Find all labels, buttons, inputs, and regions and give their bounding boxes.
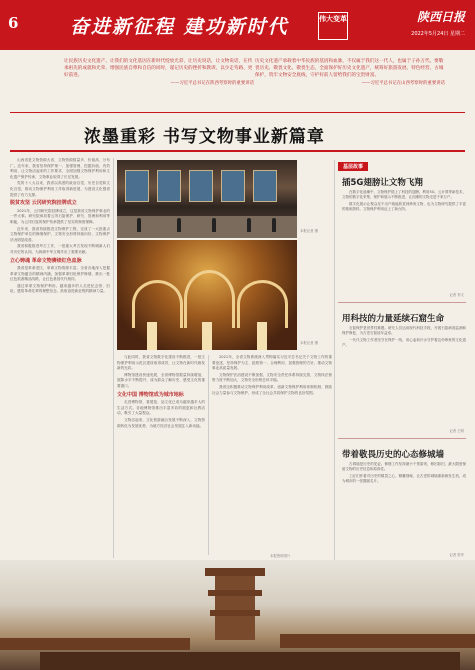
main-headline: 浓墨重彩 书写文物事业新篇章	[84, 127, 325, 147]
quote-right	[255, 58, 445, 87]
story-text	[342, 462, 466, 552]
divider	[338, 438, 466, 439]
quote-text: 让民族历史文化遗产、让我们的文化基因在新时代绽放光彩，让历史说话，让文物说话，在传承祖先的成就和光荣、增强民族自尊和自信的同时，谨记历史的挫折和教训，以少走弯路、更好前进。	[64, 59, 253, 79]
column-separator	[113, 158, 114, 558]
story-title: 用科技的力量延续石窟生命	[342, 314, 445, 324]
paragraph: 走进博物馆，看展览、品文化已成为越来越多人的生活方式。各地博物馆推出丰富多彩的展览和社教活动，吸引了大量观众。	[117, 400, 205, 416]
story-title: 带着敬畏历史的心态修城墙	[342, 450, 445, 460]
paragraph: 2021年，云冈研究院挂牌成立，这是我省文物保护事业的一件大事。研究院承担着云冈石窟保护、研究、管理和利用等职能，为云冈石窟的保护传承提供了坚实的制度保障。	[10, 208, 110, 224]
ancient-town-photo	[0, 560, 475, 670]
paragraph: 文物保护法治建设不断加强，文物安全责任体系持续完善，文物执法督察力度不断加大，文物安全形势总体平稳。	[212, 372, 332, 383]
divider	[10, 112, 465, 113]
paragraph: 通过革命文物保护利用，越来越多的人走进纪念馆、旧址，感悟革命先辈的理想信念，汲取奋进新征程的精神力量。	[10, 283, 110, 294]
paragraph: 我省是革命老区，革命文物资源丰富。全省各地深入挖掘革命文物蕴含的精神内涵，加强革命旧址保护修缮，推出一批红色旅游精品线路，让红色基因代代相传。	[10, 266, 110, 282]
subheading: 脱贫攻坚 云冈研究院挂牌成立	[10, 200, 77, 207]
issue-date: 2022年5月24日 星期二	[411, 31, 465, 37]
subheading: 文化中国 博物馆成为城市地标	[117, 391, 184, 398]
sidebar-grassroots-stories	[338, 162, 466, 560]
story-text	[342, 190, 466, 290]
header-slogan: 奋进新征程 建功新时代	[70, 16, 289, 38]
column-separator	[334, 160, 335, 560]
article-column-3	[212, 355, 332, 555]
story-author: 记者 李文	[449, 293, 464, 297]
paragraph: 数字化展示让观众足不出户就能欣赏到珍贵文物，也为文物研究提供了丰富的基础资料，文物保护利用迈上了新台阶。	[342, 201, 466, 212]
masthead-band	[0, 0, 475, 50]
story-text	[342, 326, 466, 426]
paragraph: 党的十八大以来，我省以高度的政治自觉、历史自觉和文化自觉，推动文物保护利用工作取得新进展，为建设文化强省提供了有力支撑。	[10, 181, 110, 197]
page-number: 6	[8, 14, 19, 32]
photo-caption: 本报记者 摄	[300, 229, 319, 233]
paragraph: 文物活起来，文化旅游融合发展不断深入，文物资源转化为发展优势，为地方经济社会发展注入新动能。	[117, 417, 205, 428]
article-column-1	[10, 158, 110, 558]
quote-source: ——习近平总书记在陕西考察时的重要讲话	[170, 80, 254, 86]
paragraph: 博物馆建设快速发展，全省博物馆数量持续增加，展陈水平不断提升，成为群众了解历史、感受文化的重要窗口。	[117, 372, 205, 388]
section-tag: 基层故事	[338, 162, 368, 171]
paragraph: 与此同时，我省文物数字化建设不断推进，一批文物保护利用示范区建设取得成效，让文物在新时代焕发新的光彩。	[117, 355, 205, 371]
paragraph: 工匠们怀着对历史的敬畏之心，精雕细琢，让古老的城墙重新焕发生机，成为城市的一张靓丽名片。	[342, 473, 466, 484]
museum-hall-photo	[117, 160, 297, 238]
paragraph: 一代代文物工作者坚守在保护一线，用心血和汗水守护着这份珍贵的文化遗产。	[342, 337, 466, 348]
paper-name: 陕西日报	[416, 10, 465, 24]
subheading: 立心铸魂 革命文物赓续红色血脉	[10, 257, 82, 264]
photo-caption: 本报资料图片	[270, 554, 291, 558]
story-title: 插5G翅膀让文物飞翔	[342, 178, 423, 188]
quote-source: ——习近平总书记在山西考察时的重要讲话	[361, 80, 445, 86]
paragraph: 我省积极推进考古工作，一批重大考古发现不断刷新人们对历史的认知，为探源中华文明作出了重要贡献。	[10, 244, 110, 254]
paragraph: 我省还积极推动文物保护利用改革，创新文物保护利用体制机制，鼓励社会力量参与文物保护，形成了全社会共同保护文物的良好氛围。	[212, 384, 332, 395]
temple-ceiling-photo	[117, 240, 297, 350]
photo-caption: 本报记者 摄	[300, 341, 319, 345]
paragraph: 石窟保护是世界性难题。研究人员运用现代科技手段，开展石窟病害监测和保护修复，为古老石窟延年益寿。	[342, 326, 466, 336]
article-column-2	[117, 355, 205, 555]
story-author: 记者 张华	[449, 553, 464, 557]
paragraph: 近年来，我省持续推进文物保护工程，完成了一大批重点文物保护单位的修缮保护，文物安全形势持续向好，文物保护状况明显改善。	[10, 226, 110, 242]
divider	[10, 150, 465, 152]
divider	[338, 302, 466, 303]
quote-strip	[0, 58, 475, 108]
column-separator	[208, 355, 209, 555]
quote-left	[64, 58, 254, 87]
quote-text: 历史文化遗产承载着中华民族的基因和血脉，不仅属于我们这一代人，也属于子孙万代。要敬畏历史、敬畏文化、敬畏生态，全面保护好历史文化遗产，统筹好旅游发展、特色经营、古城保护，筑牢文物安全底线，守护好前人留给我们的宝贵财富。	[255, 59, 444, 79]
paragraph: 古城墙是历史的见证。修缮工作坚持最小干预原则，修旧如旧，最大限度保留文物的历史信息和原真性。	[342, 462, 466, 472]
paragraph: 2021年，全省文物系统深入贯彻落实习近平总书记关于文物工作的重要论述，坚持保护为主、抢救第一、合理利用、加强管理的方针，推动文物事业高质量发展。	[212, 355, 332, 371]
badge-great-change: 伟大变革	[318, 12, 348, 40]
paragraph: 在数字化浪潮中，文物保护插上了科技的翅膀。利用5G、云计算等新技术，文物的数字化采集、保护和展示不断推进，让沉睡的文物走进千家万户。	[342, 190, 466, 200]
story-author: 记者 王明	[449, 429, 464, 433]
paragraph: 山西省是文物资源大省，文物资源数量多、价值高、分布广。近年来，我省坚持保护第一、加强管理、挖掘价值、有效利用、让文物活起来的工作要求，全面加强文物保护利用和文化遗产保护传承，文物事业取得了长足发展。	[10, 158, 110, 179]
